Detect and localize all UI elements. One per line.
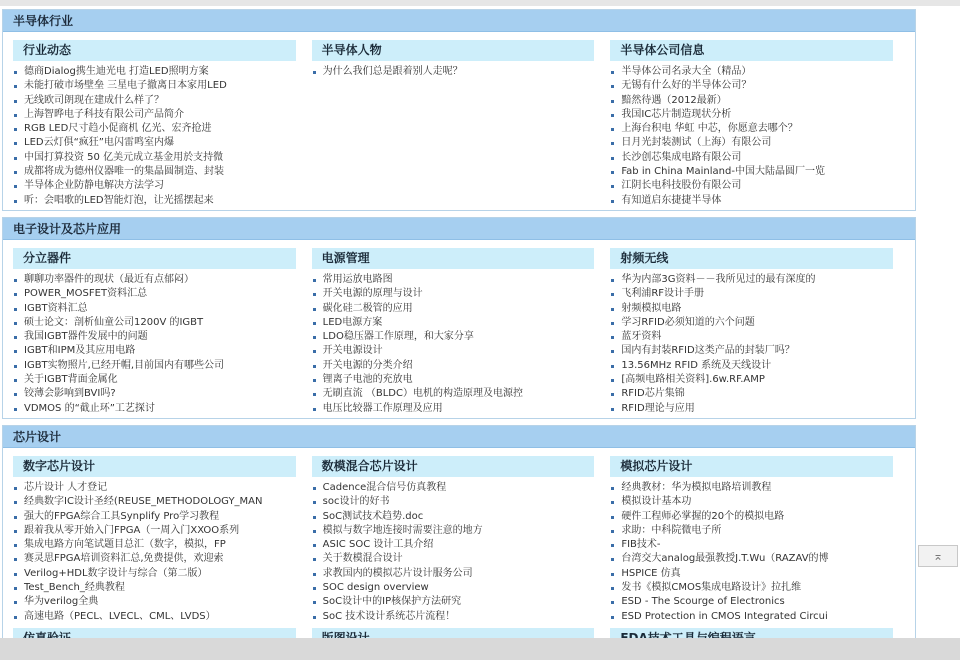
column-industry-news (13, 40, 312, 208)
list-item[interactable]: IGBT和IPM及其应用电路 (13, 344, 296, 358)
list-item[interactable]: 开关电源的分类介绍 (312, 359, 595, 373)
list-item[interactable]: 芯片设计 人才登记 (13, 481, 296, 495)
column-rf-wireless (610, 248, 909, 416)
list-item[interactable]: RGB LED尺寸趋小促商机 亿光、宏齐抢进 (13, 122, 296, 136)
list-item[interactable]: 长沙创芯集成电路有限公司 (610, 151, 893, 165)
list-item[interactable]: 锂离子电池的充放电 (312, 373, 595, 387)
list-item[interactable]: 为什么我们总是跟着别人走呢？ (312, 65, 595, 79)
list-item[interactable]: 强大的FPGA综合工具Synplify Pro学习教程 (13, 510, 296, 524)
list-item[interactable]: 模拟与数字地连接时需要注意的地方 (312, 524, 595, 538)
back-to-top-button[interactable] (918, 545, 958, 567)
list-item[interactable]: 台湾交大analog最强教授J.T.Wu（RAZAV的博 (610, 552, 893, 566)
list-item[interactable]: 飞利浦RF设计手册 (610, 287, 893, 301)
list-item[interactable]: 开关电源的原理与设计 (312, 287, 595, 301)
section-title: 半导体行业 (3, 10, 915, 32)
list-item[interactable]: 常用运放电路图 (312, 273, 595, 287)
column-company-info (610, 40, 909, 208)
list-item[interactable]: [高频电路相关资料].6w.RF.AMP (610, 373, 893, 387)
column-title[interactable]: 模拟芯片设计 (610, 456, 893, 477)
list-item[interactable]: 经典数字IC设计圣经(REUSE_METHODOLOGY_MAN (13, 495, 296, 509)
list-item[interactable]: soc设计的好书 (312, 495, 595, 509)
column-title[interactable]: 数字芯片设计 (13, 456, 296, 477)
list-item[interactable]: 集成电路方向笔试题目总汇（数字，模拟，FP (13, 538, 296, 552)
list-item[interactable]: ESD Protection in CMOS Integrated Circui (610, 610, 893, 624)
section-title: 芯片设计 (3, 426, 915, 448)
list-item[interactable]: 上海台积电 华虹 中芯，你愿意去哪个？ (610, 122, 893, 136)
list-item[interactable]: IGBT实物照片,已经开帽,目前国内有哪些公司 (13, 359, 296, 373)
list-item[interactable]: RFID理论与应用 (610, 402, 893, 416)
list-item[interactable]: ASIC SOC 设计工具介绍 (312, 538, 595, 552)
list-item[interactable]: 硬件工程师必掌握的20个的模拟电路 (610, 510, 893, 524)
list-item[interactable]: ESD - The Scourge of Electronics (610, 595, 893, 609)
column-analog-ic (610, 456, 909, 653)
list-item[interactable]: 模拟设计基本功 (610, 495, 893, 509)
list-item[interactable]: 赛灵思FPGA培训资料汇总,免费提供，欢迎索 (13, 552, 296, 566)
section-title: 电子设计及芯片应用 (3, 218, 915, 240)
column-semiconductor-people (312, 40, 611, 208)
column-title[interactable]: 半导体人物 (312, 40, 595, 61)
section-semiconductor-industry (2, 9, 916, 211)
list-item[interactable]: 学习RFID必须知道的六个问题 (610, 316, 893, 330)
section-electronic-design (2, 217, 916, 419)
list-item[interactable]: 未能打破市场壁垒 三星电子撤离日本家用LED (13, 79, 296, 93)
list-item[interactable]: 华为verilog全典 (13, 595, 296, 609)
list-item[interactable]: 碳化硅二极管的应用 (312, 302, 595, 316)
list-item[interactable]: 我国IGBT器件发展中的问题 (13, 330, 296, 344)
list-item[interactable]: 硕士论文：剖析仙童公司1200V 的IGBT (13, 316, 296, 330)
list-item[interactable]: 德商Dialog携生迪光电 打造LED照明方案 (13, 65, 296, 79)
list-item[interactable]: 射频模拟电路 (610, 302, 893, 316)
list-item[interactable]: 无线欧司朗现在建成什么样了？ (13, 94, 296, 108)
list-item[interactable]: 成都将成为德州仪器唯一的集晶圆制造、封装 (13, 165, 296, 179)
list-item[interactable]: Fab in China Mainland-中国大陆晶圆厂一览 (610, 165, 893, 179)
column-mixed-signal (312, 456, 611, 653)
list-item[interactable]: 求助：中科院微电子所 (610, 524, 893, 538)
list-item[interactable]: 13.56MHz RFID 系统及天线设计 (610, 359, 893, 373)
list-item[interactable]: Cadence混合信号仿真教程 (312, 481, 595, 495)
list-item[interactable]: 关于IGBT背面金属化 (13, 373, 296, 387)
column-discrete-devices (13, 248, 312, 416)
list-item[interactable]: 经典教材：华为模拟电路培训教程 (610, 481, 893, 495)
list-item[interactable]: 日月光封装测试（上海）有限公司 (610, 136, 893, 150)
list-item[interactable]: 江阴长电科技股份有限公司 (610, 179, 893, 193)
column-title[interactable]: 电源管理 (312, 248, 595, 269)
list-item[interactable]: 听：会唱歌的LED智能灯泡，让光摇摆起来 (13, 194, 296, 208)
list-item[interactable]: SOC design overview (312, 581, 595, 595)
list-item[interactable]: 蓝牙资料 (610, 330, 893, 344)
list-item[interactable]: 半导体企业防静电解决方法学习 (13, 179, 296, 193)
list-item[interactable]: 黯然待遇（2012最新） (610, 94, 893, 108)
list-item[interactable]: LED电源方案 (312, 316, 595, 330)
column-title[interactable]: 半导体公司信息 (610, 40, 893, 61)
column-title[interactable]: 数模混合芯片设计 (312, 456, 595, 477)
column-title[interactable]: 分立器件 (13, 248, 296, 269)
list-item[interactable]: 上海智晔电子科技有限公司产品简介 (13, 108, 296, 122)
list-item[interactable]: LDO稳压器工作原理，和大家分享 (312, 330, 595, 344)
list-item[interactable]: 国内有封装RFID这类产品的封装厂吗？ (610, 344, 893, 358)
column-title[interactable]: 射频无线 (610, 248, 893, 269)
list-item[interactable]: 高速电路（PECL、LVECL、CML、LVDS） (13, 610, 296, 624)
column-title[interactable]: 行业动态 (13, 40, 296, 61)
list-item[interactable]: 聊聊功率器件的现状（最近有点郁闷） (13, 273, 296, 287)
list-item[interactable]: 发书《模拟CMOS集成电路设计》拉扎维 (610, 581, 893, 595)
column-digital-ic (13, 456, 312, 653)
list-item[interactable]: IGBT资料汇总 (13, 302, 296, 316)
top-strip (0, 0, 960, 6)
list-item[interactable]: 无刷直流 （BLDC）电机的构造原理及电源控 (312, 387, 595, 401)
list-item[interactable]: 有知道启东捷捷半导体 (610, 194, 893, 208)
list-item[interactable]: 关于数模混合设计 (312, 552, 595, 566)
list-item[interactable]: 中国打算投资 50 亿美元成立基金用於支持微 (13, 151, 296, 165)
bottom-scrollbar[interactable] (0, 638, 960, 660)
list-item[interactable]: VDMOS 的“截止环”工艺探讨 (13, 402, 296, 416)
list-item[interactable]: 电压比较器工作原理及应用 (312, 402, 595, 416)
list-item[interactable]: POWER_MOSFET资料汇总 (13, 287, 296, 301)
list-item[interactable]: Test_Bench_经典教程 (13, 581, 296, 595)
list-item[interactable]: SoC 技术设计系统芯片流程！ (312, 610, 595, 624)
list-item[interactable]: HSPICE 仿真 (610, 567, 893, 581)
list-item[interactable]: SoC测试技术趋势.doc (312, 510, 595, 524)
list-item[interactable]: 求教国内的模拟芯片设计服务公司 (312, 567, 595, 581)
list-item[interactable]: 跟着我从零开始入门FPGA（一周入门XXOO系列 (13, 524, 296, 538)
column-power-management (312, 248, 611, 416)
list-item[interactable]: Verilog+HDL数字设计与综合（第二版） (13, 567, 296, 581)
list-item[interactable]: 我国IC芯片制造现状分析 (610, 108, 893, 122)
list-item[interactable]: 半导体公司名录大全（精品） (610, 65, 893, 79)
section-chip-design (2, 425, 916, 654)
list-item[interactable]: LED云灯俱“疯狂”电闪雷鸣室内爆 (13, 136, 296, 150)
list-item[interactable]: 开关电源设计 (312, 344, 595, 358)
list-item[interactable]: 无锡有什么好的半导体公司？ (610, 79, 893, 93)
list-item[interactable]: 铰薄会影响到BVI吗? (13, 387, 296, 401)
content-page (2, 9, 916, 660)
list-item[interactable]: RFID芯片集锦 (610, 387, 893, 401)
list-item[interactable]: SoC设计中的IP核保护方法研究 (312, 595, 595, 609)
arrow-up-icon: ⌅ (932, 549, 944, 563)
list-item[interactable]: FIB技术- (610, 538, 893, 552)
list-item[interactable]: 华为内部3G资料－－我所见过的最有深度的 (610, 273, 893, 287)
